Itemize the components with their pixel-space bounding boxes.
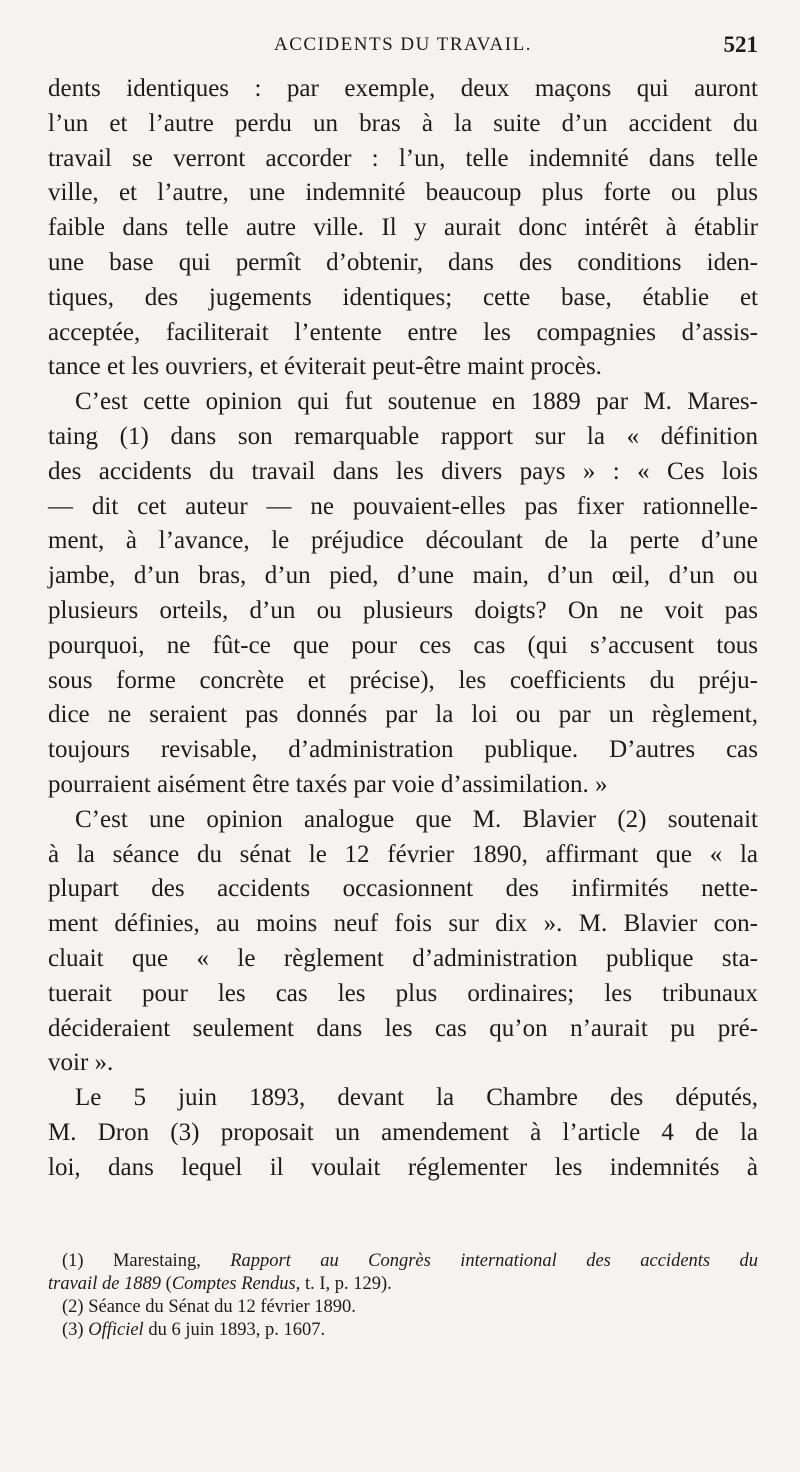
text-line: loi, dans lequel il voulait réglementer les indemnités à xyxy=(48,1153,758,1181)
text-line: plusieurs orteils, d’un ou plusieurs doigts? On ne voit pas xyxy=(48,596,758,624)
footnote-1-title-part2: travail de 1889 xyxy=(48,1274,162,1294)
body-text xyxy=(48,72,758,1186)
footnote-3 xyxy=(48,1319,758,1342)
text-line: travail se verront accorder : l’un, telle indemnité dans telle xyxy=(48,144,758,172)
footnote-1 xyxy=(48,1250,758,1273)
text-line: tiques, des jugements identiques; cette base, établie et xyxy=(48,283,758,311)
text-line: jambe, d’un bras, d’un pied, d’une main, d’un œil, d’un ou xyxy=(48,562,758,590)
text-line: M. Dron (3) proposait un amendement à l’article 4 de la xyxy=(48,1118,758,1146)
footnote-1-paren: ( xyxy=(165,1274,172,1294)
text-line: voir ». xyxy=(48,1049,114,1077)
footnote-2-text: Séance du Sénat du 12 février 1890. xyxy=(88,1297,356,1317)
text-line: faible dans telle autre ville. Il y aurait donc intérêt à établir xyxy=(48,214,758,242)
footnote-3-text: du 6 juin 1893, p. 1607. xyxy=(148,1320,326,1340)
text-line: acceptée, faciliterait l’entente entre les compagnies d’assis- xyxy=(48,318,758,346)
text-line: pourraient aisément être taxés par voie d’assimilation. » xyxy=(48,770,608,798)
footnote-1-source: Comptes Rendus, xyxy=(171,1274,301,1294)
text-line: des accidents du travail dans les divers pays » : « Ces lois xyxy=(48,457,758,485)
footnote-1-continued xyxy=(48,1273,758,1296)
text-line: dice ne seraient pas donnés par la loi ou par un règlement, xyxy=(48,701,758,729)
text-line: ville, et l’autre, une indemnité beaucoup plus forte ou plus xyxy=(48,179,758,207)
text-line: ment, à l’avance, le préjudice découlant de la perte d’une xyxy=(48,527,758,555)
footnote-3-marker: (3) xyxy=(62,1320,84,1340)
footnote-1-title-part1: Rapport au Congrès international des accidents du xyxy=(230,1251,759,1271)
text-line: à la séance du sénat le 12 février 1890, affirmant que « la xyxy=(48,840,758,868)
page-header xyxy=(48,34,758,64)
footnotes xyxy=(48,1250,758,1342)
footnote-1-marker: (1) xyxy=(62,1251,84,1271)
text-line: — dit cet auteur — ne pouvaient-elles pas fixer rationnelle- xyxy=(48,492,758,520)
text-line: tance et les ouvriers, et éviterait peut-être maint procès. xyxy=(48,353,602,381)
text-line: taing (1) dans son remarquable rapport sur la « définition xyxy=(48,422,758,450)
text-line: dents identiques : par exemple, deux maçons qui auront xyxy=(48,75,758,102)
text-line: C’est cette opinion qui fut soutenue en 1889 par M. Mares- xyxy=(75,388,758,416)
footnote-1-rest: t. I, p. 129). xyxy=(304,1274,392,1294)
text-line: ment définies, au moins neuf fois sur dix ». M. Blavier con- xyxy=(48,910,758,938)
text-line: cluait que « le règlement d’administration publique sta- xyxy=(48,944,758,972)
text-line: tuerait pour les cas les plus ordinaires; les tribunaux xyxy=(48,979,758,1007)
running-head: ACCIDENTS DU TRAVAIL. xyxy=(274,34,532,55)
text-line: plupart des accidents occasionnent des infirmités nette- xyxy=(48,875,758,903)
text-line: toujours revisable, d’administration publique. D’autres cas xyxy=(48,736,758,764)
text-line: décideraient seulement dans les cas qu’on n’aurait pu pré- xyxy=(48,1014,758,1042)
text-line: pourquoi, ne fût-ce que pour ces cas (qui s’accusent tous xyxy=(48,631,758,659)
page-number: 521 xyxy=(723,32,758,57)
text-line: sous forme concrète et précise), les coefficients du préju- xyxy=(48,666,758,694)
footnote-2 xyxy=(48,1296,758,1319)
text-line: une base qui permît d’obtenir, dans des conditions iden- xyxy=(48,248,758,276)
text-line: C’est une opinion analogue que M. Blavier (2) soutenait xyxy=(75,805,758,833)
text-line: l’un et l’autre perdu un bras à la suite d’un accident du xyxy=(48,109,758,137)
footnote-3-source: Officiel xyxy=(88,1320,144,1340)
footnote-1-author: Marestaing, xyxy=(112,1251,201,1271)
text-line: Le 5 juin 1893, devant la Chambre des députés, xyxy=(75,1084,758,1112)
footnote-2-marker: (2) xyxy=(62,1297,84,1317)
